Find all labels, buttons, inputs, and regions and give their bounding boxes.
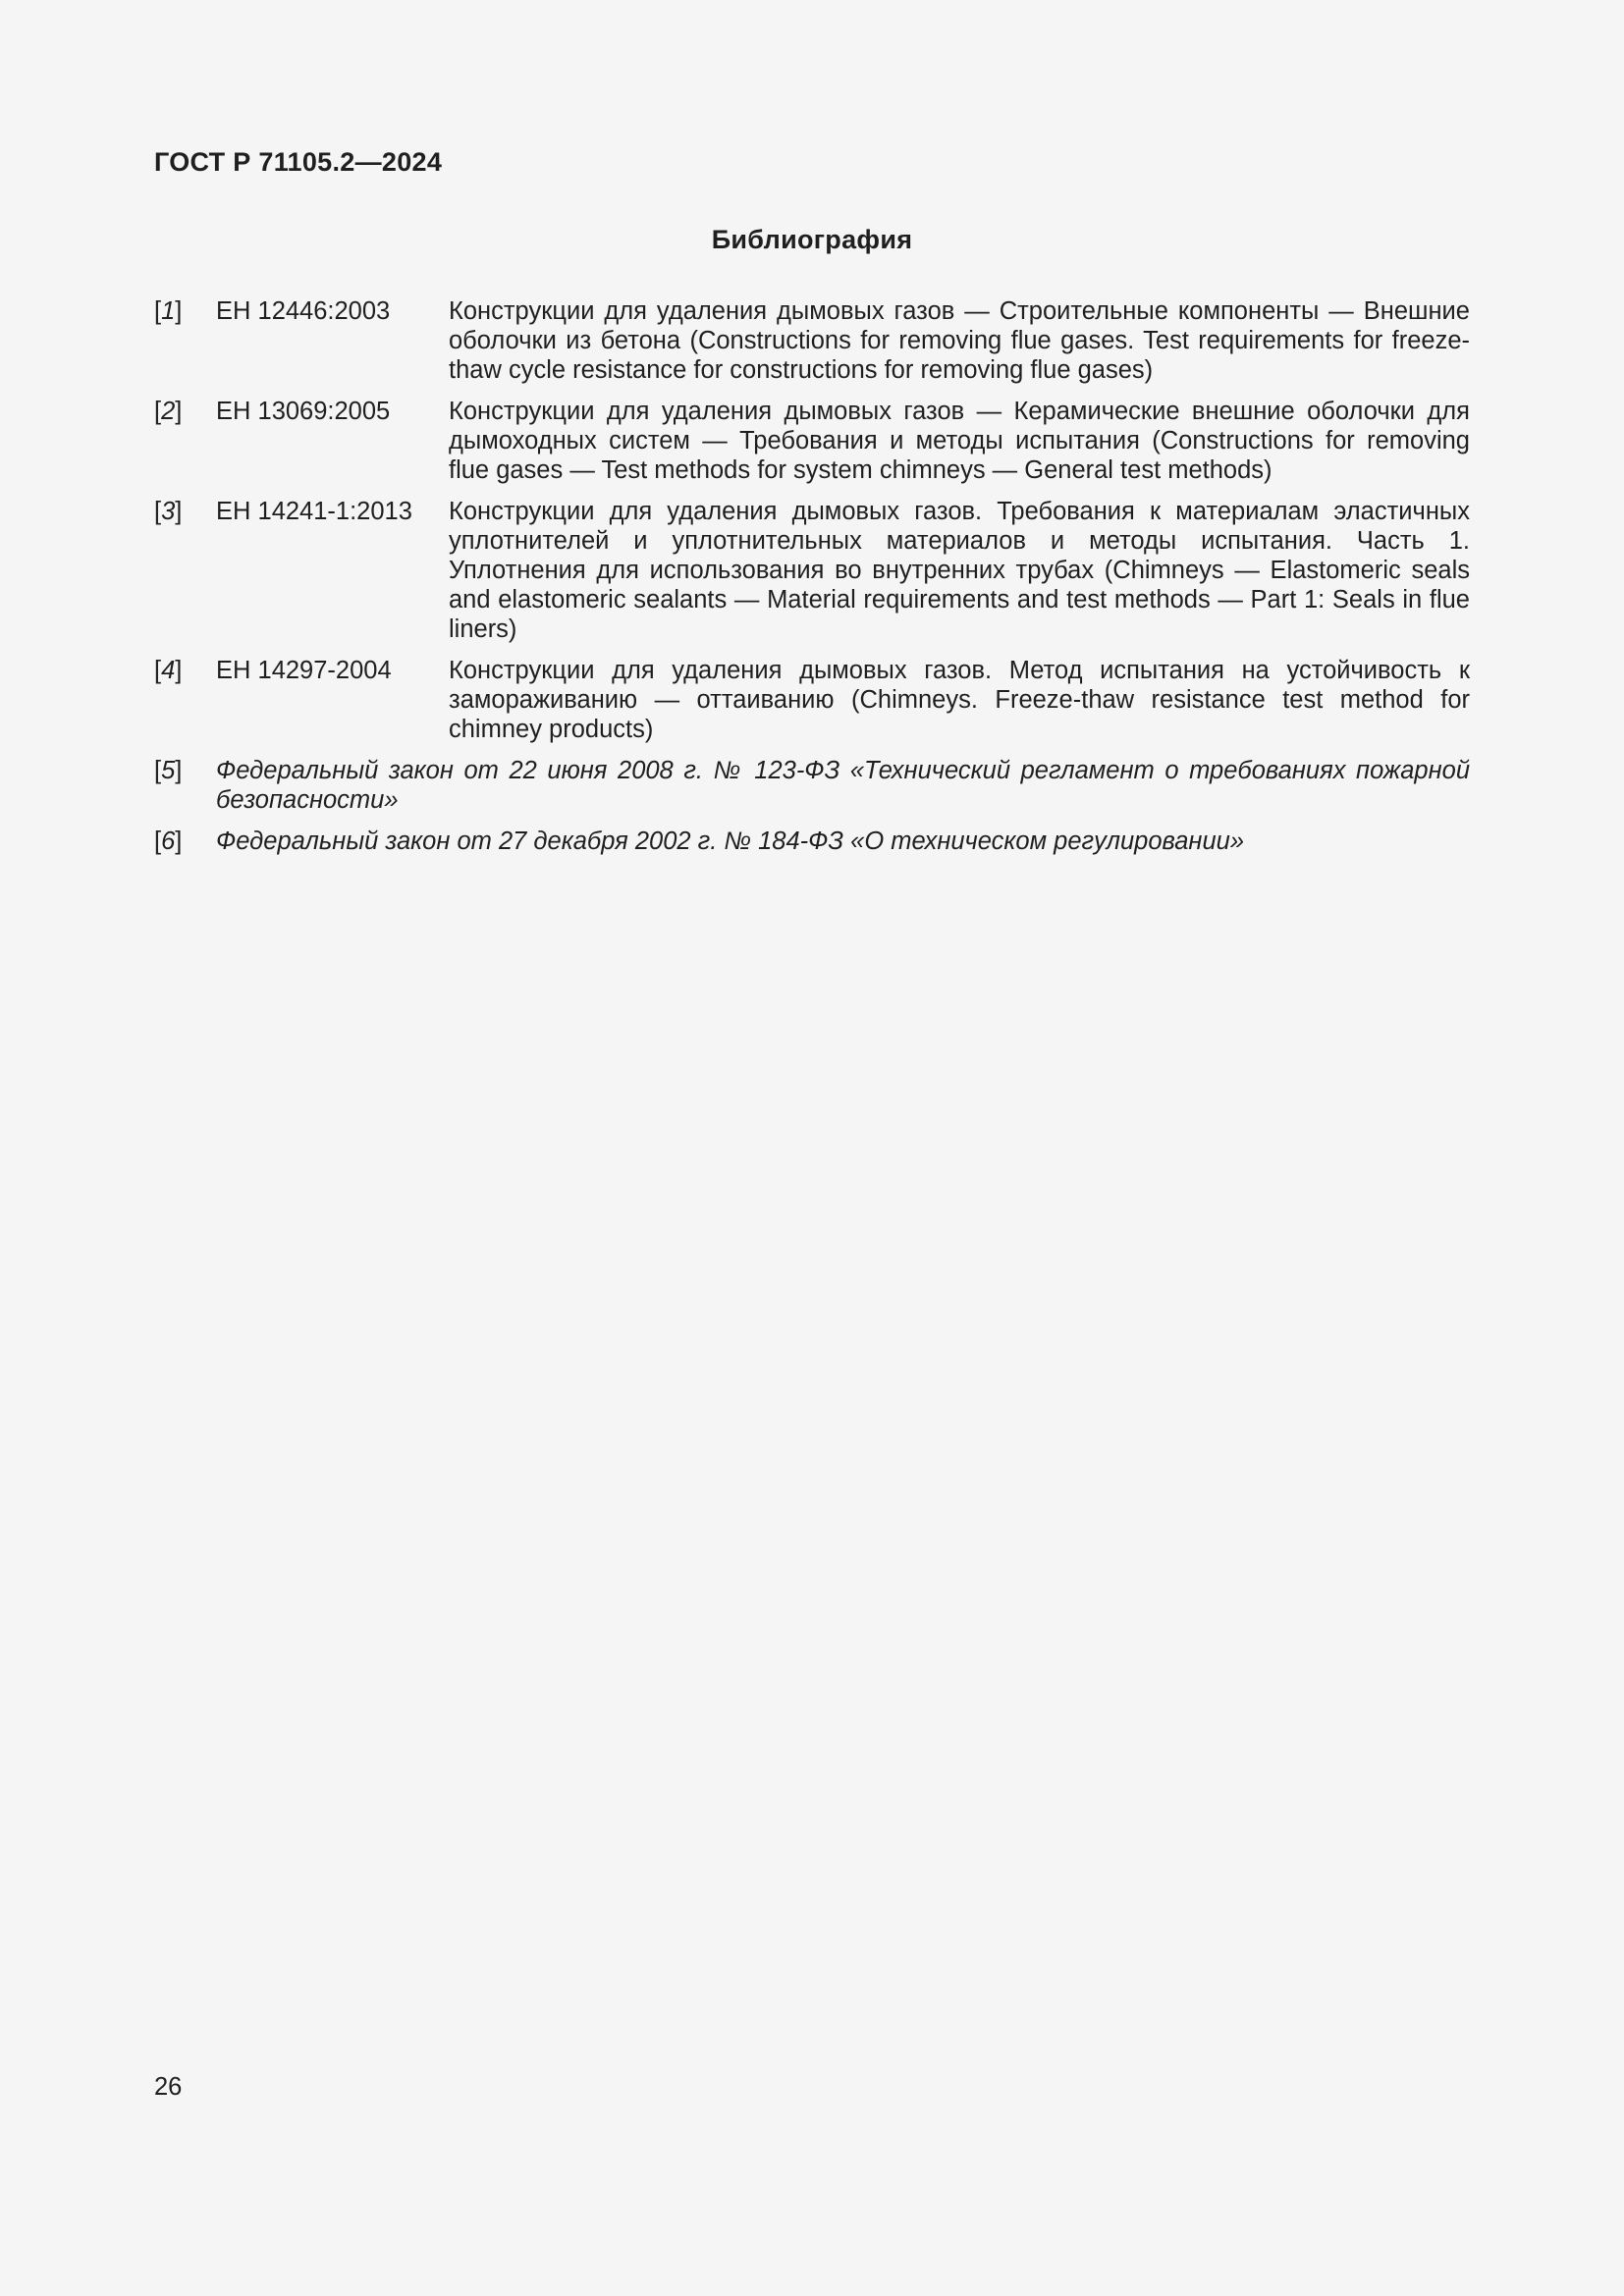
bibliography-entry-6 <box>154 827 1470 856</box>
entry-text: Конструкции для удаления дымовых газов — Строительные компоненты — Внешние оболочки из бетона (Constructions for removing flue gases. Test requirements for freeze-thaw cycle resistance for constructions for removing flue gases) <box>449 297 1470 384</box>
entry-text: Конструкции для удаления дымовых газов. Метод испытания на устойчивость к замораживанию — оттаиванию (Chimneys. Freeze-thaw resistance test method for chimney products) <box>449 657 1470 743</box>
standard-id: ГОСТ Р 71105.2—2024 <box>154 147 443 177</box>
bibliography-entry-2 <box>154 397 1470 485</box>
entry-number: [6] <box>154 828 183 855</box>
entry-number: [1] <box>154 297 183 325</box>
entry-code: ЕН 14241-1:2013 <box>216 498 412 525</box>
bibliography-entry-5 <box>154 756 1470 815</box>
bibliography-entry-3 <box>154 497 1470 644</box>
entry-code: ЕН 14297-2004 <box>216 657 392 684</box>
entry-code: ЕН 13069:2005 <box>216 398 391 425</box>
entry-number: [4] <box>154 657 183 684</box>
entry-number: [2] <box>154 398 183 425</box>
entry-text: Федеральный закон от 27 декабря 2002 г. № 184-ФЗ «О техническом регулировании» <box>216 828 1245 855</box>
bibliography-entry-4 <box>154 656 1470 744</box>
bibliography-list <box>154 296 1470 868</box>
section-title: Библиография <box>711 225 913 254</box>
entry-text: Федеральный закон от 22 июня 2008 г. № 123-ФЗ «Технический регламент о требованиях пожарной безопасности» <box>216 757 1470 814</box>
entry-text: Конструкции для удаления дымовых газов — Керамические внешние оболочки для дымоходных систем — Требования и методы испытания (Constructions for removing flue gases — Test methods for system chimneys — General test methods) <box>449 398 1470 484</box>
entry-number: [3] <box>154 498 183 525</box>
entry-code: ЕН 12446:2003 <box>216 297 391 325</box>
entry-text: Конструкции для удаления дымовых газов. Требования к материалам эластичных уплотнителей и уплотнительных материалов и методы испытания. Часть 1. Уплотнения для использования во внутренних трубах (Chimneys — Elastomeric seals and elastomeric sealants — Material requirements and test methods — Part 1: Seals in flue liners) <box>449 498 1470 643</box>
entry-number: [5] <box>154 757 183 784</box>
page-number: 26 <box>154 2073 183 2101</box>
bibliography-entry-1 <box>154 296 1470 385</box>
